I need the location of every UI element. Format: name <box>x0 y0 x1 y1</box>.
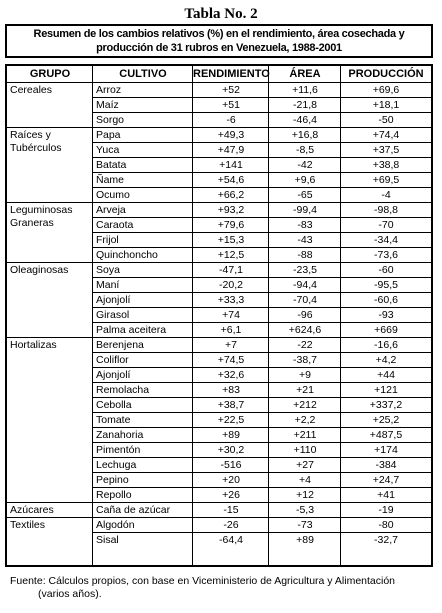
column-divider <box>92 66 93 565</box>
cell-produccion: -93 <box>378 309 394 321</box>
table-header-row <box>7 66 431 83</box>
group-label-line: Oleaginosas <box>10 264 69 276</box>
table-row <box>7 458 431 473</box>
cell-cultivo: Frijol <box>96 234 119 246</box>
cell-area: -43 <box>297 234 313 246</box>
table-row <box>7 143 431 158</box>
cell-cultivo: Arveja <box>96 204 126 216</box>
cell-cultivo: Algodón <box>96 519 135 531</box>
cell-produccion: -60 <box>378 264 394 276</box>
data-table <box>5 64 433 567</box>
table-row <box>7 263 431 278</box>
cell-produccion: -4 <box>381 189 391 201</box>
cell-rendimiento: +6,1 <box>220 324 242 336</box>
cell-cultivo: Caraota <box>96 219 134 231</box>
cell-rendimiento: +83 <box>222 384 240 396</box>
cell-produccion: -384 <box>375 459 397 471</box>
cell-rendimiento: -64,4 <box>219 534 243 546</box>
table-row <box>7 113 431 128</box>
table-caption-box <box>5 24 433 58</box>
cell-produccion: -73,6 <box>374 249 398 261</box>
cell-area: -83 <box>297 219 313 231</box>
cell-area: +11,6 <box>292 84 318 96</box>
cell-rendimiento: +30,2 <box>217 444 245 456</box>
cell-area: -23,5 <box>293 264 317 276</box>
cell-cultivo: Ajonjolí <box>96 369 131 381</box>
cell-produccion: -60,6 <box>374 294 398 306</box>
cell-area: -65 <box>297 189 313 201</box>
cell-cultivo: Batata <box>96 159 127 171</box>
cell-rendimiento: +74 <box>222 309 240 321</box>
group-label-line: Azúcares <box>10 504 54 516</box>
table-row <box>7 383 431 398</box>
cell-cultivo: Cebolla <box>96 399 132 411</box>
source-line-1: Fuente: Cálculos propios, con base en Viceministerio de Agricultura y Alimentación <box>10 575 396 587</box>
caption-line-2: producción de 31 rubros en Venezuela, 1988-2001 <box>96 42 342 54</box>
cell-cultivo: Maní <box>96 279 120 291</box>
table-row <box>7 83 431 98</box>
cell-cultivo: Berenjena <box>96 339 144 351</box>
group-label-line: Leguminosas <box>10 204 73 216</box>
cell-cultivo: Soya <box>96 264 120 276</box>
cell-rendimiento: +74,5 <box>217 354 245 366</box>
cell-rendimiento: +66,2 <box>217 189 245 201</box>
cell-rendimiento: +51 <box>222 99 240 111</box>
cell-produccion: +121 <box>374 384 398 396</box>
cell-area: -96 <box>297 309 313 321</box>
cell-rendimiento: +38,7 <box>217 399 245 411</box>
cell-cultivo: Remolacha <box>96 384 150 396</box>
cell-area: -22 <box>297 339 313 351</box>
table-row <box>7 428 431 443</box>
header-produccion: PRODUCCIÓN <box>348 68 424 80</box>
cell-rendimiento: +32,6 <box>217 369 245 381</box>
cell-rendimiento: +12,5 <box>217 249 245 261</box>
cell-rendimiento: -15 <box>223 504 239 516</box>
cell-cultivo: Ñame <box>96 174 125 186</box>
table-row <box>7 353 431 368</box>
cell-rendimiento: +20 <box>222 474 240 486</box>
cell-cultivo: Pepino <box>96 474 129 486</box>
cell-produccion: +487,5 <box>369 429 403 441</box>
cell-area: +110 <box>293 444 317 456</box>
table-row <box>7 248 431 263</box>
cell-area: -42 <box>297 159 313 171</box>
cell-cultivo: Sorgo <box>96 114 125 126</box>
cell-cultivo: Zanahoria <box>96 429 144 441</box>
cell-cultivo: Ocumo <box>96 189 130 201</box>
cell-produccion: -32,7 <box>374 534 398 546</box>
source-line-2: (varios años). <box>38 588 102 600</box>
cell-produccion: +669 <box>374 324 398 336</box>
group-label-line: Hortalizas <box>10 339 57 351</box>
cell-produccion: -50 <box>378 114 394 126</box>
cell-cultivo: Girasol <box>96 309 130 321</box>
column-divider <box>192 66 193 565</box>
cell-cultivo: Sisal <box>96 534 119 546</box>
cell-cultivo: Arroz <box>96 84 122 96</box>
cell-produccion: +37,5 <box>372 144 400 156</box>
cell-rendimiento: +52 <box>222 84 240 96</box>
table-row <box>7 503 431 518</box>
cell-cultivo: Lechuga <box>96 459 137 471</box>
cell-produccion: +69,5 <box>372 174 400 186</box>
cell-area: -8,5 <box>295 144 315 156</box>
cell-rendimiento: +79,6 <box>217 219 245 231</box>
cell-rendimiento: -20,2 <box>219 279 243 291</box>
table-row <box>7 473 431 488</box>
cell-produccion: +174 <box>374 444 398 456</box>
table-row <box>7 278 431 293</box>
cell-area: +89 <box>296 534 314 546</box>
cell-produccion: -98,8 <box>374 204 398 216</box>
cell-area: +211 <box>293 429 317 441</box>
cell-rendimiento: +49,3 <box>217 129 245 141</box>
cell-area: -73 <box>297 519 313 531</box>
cell-cultivo: Tomate <box>96 414 131 426</box>
cell-cultivo: Pimentón <box>96 444 141 456</box>
cell-rendimiento: +7 <box>225 339 237 351</box>
cell-area: +21 <box>296 384 314 396</box>
cell-area: -46,4 <box>293 114 317 126</box>
cell-area: -70,4 <box>293 294 317 306</box>
cell-area: -99,4 <box>293 204 317 216</box>
cell-rendimiento: +47,9 <box>217 144 245 156</box>
header-rendimiento: RENDIMIENTO <box>193 68 270 80</box>
cell-produccion: +38,8 <box>372 159 400 171</box>
column-divider <box>340 66 341 565</box>
cell-area: +16,8 <box>291 129 319 141</box>
cell-produccion: +4,2 <box>375 354 397 366</box>
cell-produccion: +18,1 <box>372 99 400 111</box>
caption-line-1: Resumen de los cambios relativos (%) en el rendimiento, área cosechada y <box>33 28 405 40</box>
cell-area: -94,4 <box>293 279 317 291</box>
table-row <box>7 443 431 458</box>
table-row <box>7 173 431 188</box>
cell-area: +27 <box>296 459 314 471</box>
table-row <box>7 488 431 503</box>
table-row <box>7 413 431 428</box>
cell-cultivo: Quinchoncho <box>96 249 158 261</box>
cell-area: -21,8 <box>293 99 317 111</box>
table-row <box>7 188 431 203</box>
group-label-line: Raíces y <box>10 129 51 141</box>
cell-produccion: +25,2 <box>372 414 400 426</box>
table-row <box>7 158 431 173</box>
table-row <box>7 218 431 233</box>
table-row <box>7 293 431 308</box>
table-row <box>7 98 431 113</box>
cell-area: -5,3 <box>295 504 315 516</box>
table-row <box>7 323 431 338</box>
cell-produccion: -95,5 <box>374 279 398 291</box>
cell-rendimiento: +26 <box>222 489 240 501</box>
cell-rendimiento: +54,6 <box>217 174 245 186</box>
cell-produccion: -80 <box>378 519 394 531</box>
cell-cultivo: Repollo <box>96 489 132 501</box>
cell-cultivo: Yuca <box>96 144 120 156</box>
cell-produccion: +44 <box>377 369 395 381</box>
cell-cultivo: Maíz <box>96 99 119 111</box>
table-row <box>7 338 431 353</box>
group-label-line: Cereales <box>10 84 53 96</box>
header-area: ÁREA <box>289 68 321 80</box>
source-note <box>10 575 395 601</box>
cell-rendimiento: +15,3 <box>217 234 245 246</box>
cell-rendimiento: -6 <box>226 114 236 126</box>
cell-rendimiento: +93,2 <box>217 204 245 216</box>
cell-area: +2,2 <box>294 414 316 426</box>
table-row <box>7 128 431 143</box>
cell-area: +624,6 <box>288 324 322 336</box>
table-row <box>7 203 431 218</box>
cell-produccion: +74,4 <box>372 129 400 141</box>
cell-produccion: -34,4 <box>374 234 398 246</box>
table-row <box>7 518 431 533</box>
cell-cultivo: Coliflor <box>96 354 129 366</box>
header-cultivo: CULTIVO <box>119 68 167 80</box>
table-title: Tabla No. 2 <box>184 6 258 22</box>
cell-rendimiento: -47,1 <box>219 264 243 276</box>
cell-area: -38,7 <box>293 354 317 366</box>
group-label-line: Graneras <box>10 217 54 229</box>
table-row <box>7 533 431 548</box>
cell-rendimiento: +33,3 <box>217 294 245 306</box>
cell-area: +4 <box>299 474 311 486</box>
table-row <box>7 398 431 413</box>
cell-area: +12 <box>296 489 314 501</box>
cell-produccion: +337,2 <box>369 399 403 411</box>
cell-area: +212 <box>293 399 317 411</box>
cell-rendimiento: +141 <box>219 159 243 171</box>
group-label-line: Textiles <box>10 519 46 531</box>
cell-produccion: +41 <box>377 489 395 501</box>
cell-cultivo: Caña de azúcar <box>96 504 171 516</box>
group-label-line: Tubérculos <box>10 142 62 154</box>
cell-produccion: -16,6 <box>374 339 398 351</box>
cell-cultivo: Palma aceitera <box>96 324 167 336</box>
cell-rendimiento: -26 <box>223 519 239 531</box>
cell-produccion: +69,6 <box>372 84 400 96</box>
table-row <box>7 308 431 323</box>
header-grupo: GRUPO <box>29 68 71 80</box>
table-row <box>7 368 431 383</box>
cell-rendimiento: +22,5 <box>217 414 245 426</box>
table-row <box>7 233 431 248</box>
cell-rendimiento: -516 <box>220 459 242 471</box>
cell-cultivo: Ajonjolí <box>96 294 131 306</box>
cell-produccion: +24,7 <box>372 474 400 486</box>
cell-rendimiento: +89 <box>222 429 240 441</box>
cell-produccion: -70 <box>378 219 394 231</box>
cell-area: -88 <box>297 249 313 261</box>
cell-produccion: -19 <box>378 504 394 516</box>
cell-area: +9 <box>299 369 311 381</box>
cell-cultivo: Papa <box>96 129 121 141</box>
column-divider <box>268 66 269 565</box>
cell-area: +9,6 <box>294 174 316 186</box>
